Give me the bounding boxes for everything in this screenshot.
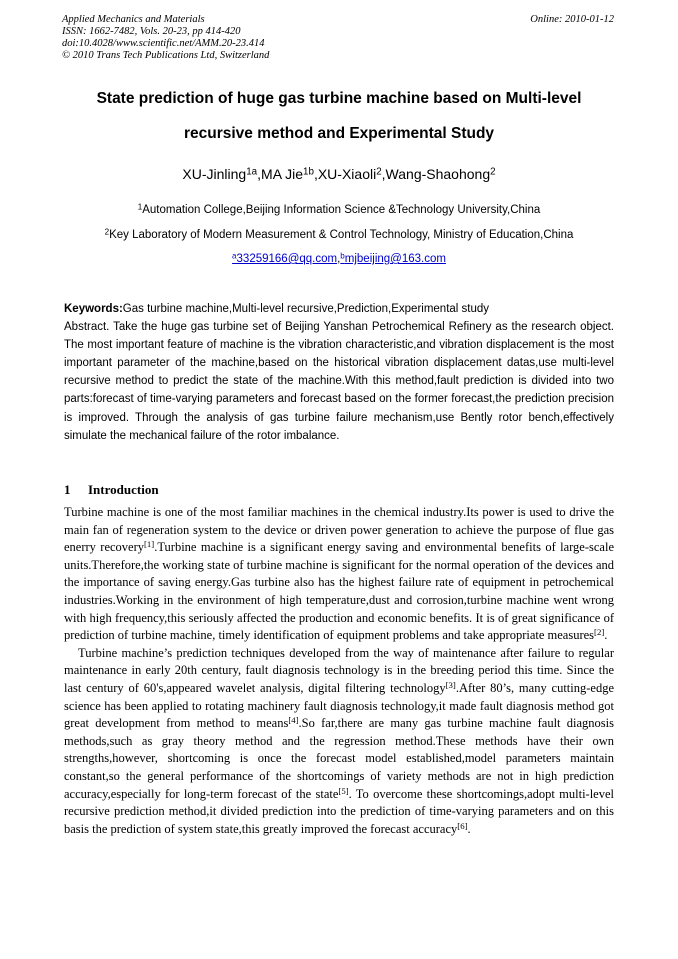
author-name: ,XU-Xiaoli bbox=[313, 166, 377, 182]
paragraph-text: .So far,there are many gas turbine machine fault diagnosis methods,such as gray theory method and the regression method.These methods have their own strengths,however, shortcoming is once the forecast model established,model parameters maintain constant,so the general performance of the shortcomings of variety methods are not in high prediction accuracy,especially for long-term forecast of the state bbox=[64, 716, 614, 801]
journal-header bbox=[62, 14, 269, 62]
author-name: ,Wang-Shaohong bbox=[381, 166, 491, 182]
author-superscript: 2 bbox=[490, 166, 496, 178]
paper-title-line1: State prediction of huge gas turbine machine based on Multi-level bbox=[96, 90, 582, 107]
affiliation-superscript: 1 bbox=[137, 202, 143, 212]
email-separator: , bbox=[337, 253, 341, 265]
section-heading bbox=[64, 482, 159, 498]
keywords bbox=[64, 300, 614, 318]
journal-name: Applied Mechanics and Materials bbox=[62, 14, 205, 25]
author-name: XU-Jinling bbox=[182, 166, 247, 182]
paragraph-text: .Turbine machine is a significant energy saving and environmental benefits of large-scale units.Therefore,the working state of turbine machine is significant for the normal operation of the devices and the importance of saving energy.Gas turbine also has the highest failure rate of equipment in petrochemical industries.Working in the environment of high temperature,dust and corrosion,turbine machine went wrong with high frequency,this seriously affected the production and economic benefits. It is of great significance of prediction of turbine machine, timely identification of equipment problems and take appropriate measures bbox=[64, 540, 614, 643]
citation: [5] bbox=[338, 785, 349, 796]
citation: [3] bbox=[445, 680, 456, 690]
paragraph-2 bbox=[64, 645, 614, 839]
paragraph-text: Turbine machine is one of the most familiar machines in the chemical industry.Its power is used to drive the main fan of regeneration system to the device or driven power generation to achieve the purpose of flue gas enerry recovery bbox=[64, 505, 614, 555]
paper-title-line2: recursive method and Experimental Study bbox=[183, 125, 495, 142]
paragraph-text: .After 80’s, many cutting-edge science has been applied to rotating machinery fault diagnosis technology,it made fault diagnosis method got great development from method to means bbox=[64, 680, 614, 731]
paragraph-text: Turbine machine’s prediction techniques developed from the way of maintenance after failure to regular maintenance in early 20th century, fault diagnosis technology is in the breeding period this time. Since the last century of 60's,appeared wavelet analysis, digital filtering technology bbox=[64, 645, 614, 695]
paragraph-1 bbox=[64, 504, 614, 645]
citation: [1] bbox=[144, 539, 155, 550]
doi-line: doi:10.4028/www.scientific.net/AMM.20-23.414 bbox=[62, 38, 265, 49]
author-name: ,MA Jie bbox=[257, 166, 304, 182]
keywords-text: Gas turbine machine,Multi-level recursive,Prediction,Experimental study bbox=[122, 303, 490, 315]
email-link-a[interactable] bbox=[232, 253, 337, 265]
section-number: 1 bbox=[64, 482, 71, 497]
section-title: Introduction bbox=[88, 482, 159, 497]
email-superscript: b bbox=[340, 251, 345, 261]
keywords-label: Keywords: bbox=[64, 303, 123, 315]
author-emails bbox=[40, 253, 638, 265]
keywords-abstract bbox=[64, 300, 614, 445]
email-text: mjbeijing@163.com bbox=[344, 253, 446, 265]
email-superscript: a bbox=[232, 251, 237, 261]
email-text: 33259166@qq.com bbox=[236, 253, 338, 265]
author-superscript: 2 bbox=[376, 166, 382, 178]
body-text bbox=[64, 504, 614, 838]
email-link-b[interactable] bbox=[340, 253, 446, 265]
paragraph-text: . To overcome these shortcomings,adopt multi-level recursive prediction method,it divided prediction into the prediction of time-varying parameters and on this basis the prediction of system state,this greatly improved the forecast accuracy bbox=[64, 786, 614, 836]
abstract-text: Abstract. Take the huge gas turbine set of Beijing Yanshan Petrochemical Refinery as the research object. The most important feature of machine is the vibration characteristic,and vibration displacement is the most important parameter of the machine,based on the historical vibration displacement datas,use multi-level recursive method to predict the state of the machine.With this method,fault prediction is divided into two parts:forecast of time-varying parameters and forecast based on the former forecast,the prediction precision is improved. Through the analysis of gas turbine failure mechanism,use Bently rotor bench,effectively simulate the mechanical failure of the rotor imbalance. bbox=[64, 321, 614, 442]
affiliation-text: Key Laboratory of Modern Measurement & Control Technology, Ministry of Education,China bbox=[109, 229, 574, 241]
online-date: Online: 2010-01-12 bbox=[530, 14, 614, 25]
author-superscript: 1a bbox=[246, 166, 258, 178]
issn-line: ISSN: 1662-7482, Vols. 20-23, pp 414-420 bbox=[62, 26, 241, 37]
affiliation-1 bbox=[40, 204, 638, 216]
affiliation-text: Automation College,Beijing Information Science &Technology University,China bbox=[142, 204, 541, 216]
affiliation-2 bbox=[40, 229, 638, 241]
citation: [2] bbox=[594, 627, 605, 638]
copyright-line: © 2010 Trans Tech Publications Ltd, Switzerland bbox=[62, 50, 270, 61]
paragraph-text: . bbox=[467, 821, 471, 836]
citation: [4] bbox=[288, 715, 299, 726]
citation: [6] bbox=[457, 820, 468, 831]
author-list bbox=[40, 166, 638, 182]
affiliation-superscript: 2 bbox=[104, 227, 110, 237]
author-superscript: 1b bbox=[303, 166, 314, 178]
paragraph-text: . bbox=[604, 628, 608, 643]
